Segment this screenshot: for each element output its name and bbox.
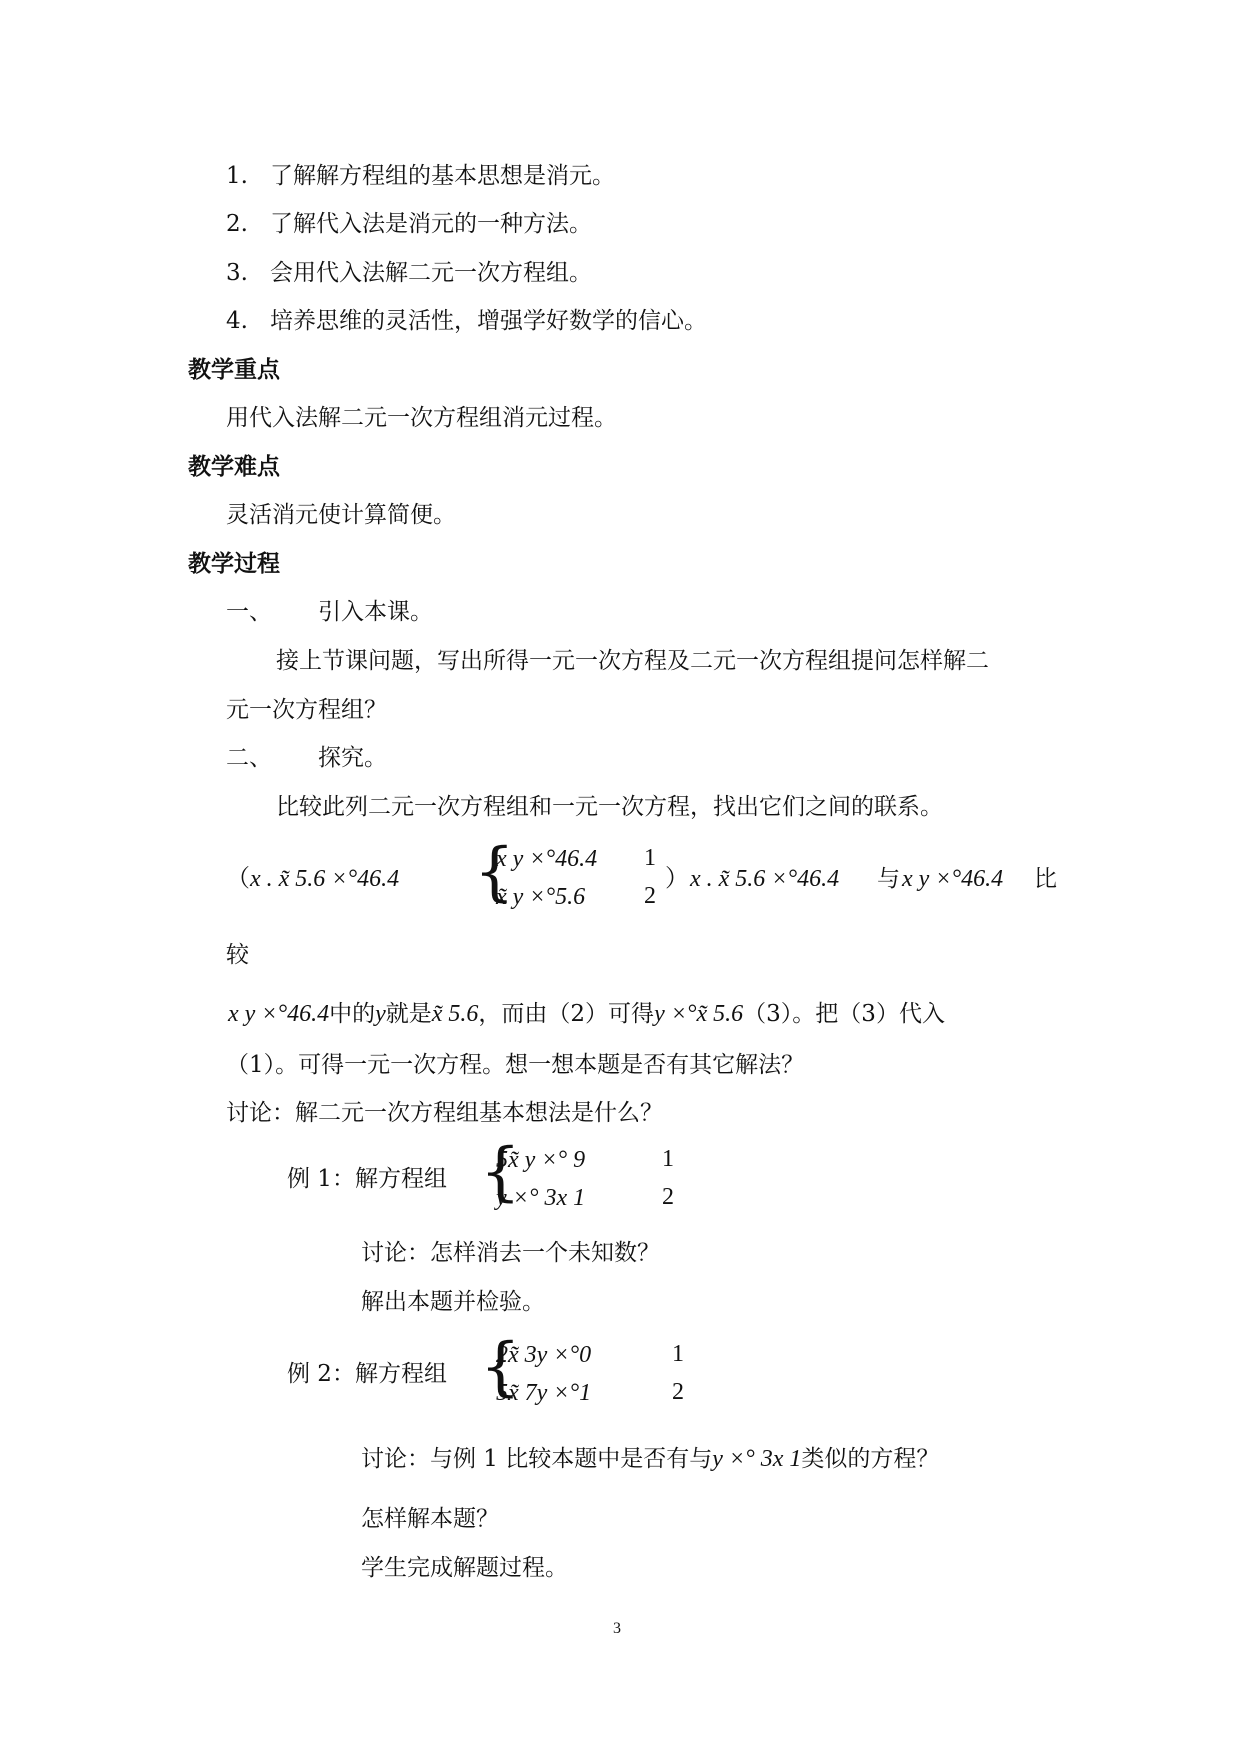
discussion-line: 讨论：解二元一次方程组基本想法是什么？ [226,1100,663,1126]
step-title: 探究。 [318,745,387,771]
objective-text: 培养思维的灵活性，增强学好数学的信心。 [270,308,707,334]
math-var: y [375,1001,386,1027]
system-row-2: x̃ y ×°5.6 [496,884,586,910]
math-expr: y ×° 3x 1 [712,1446,802,1472]
example-1-brace: { [480,1135,521,1209]
example-2-brace: { [480,1330,521,1404]
objective-number: 2. [226,211,248,237]
example-2-tag-1: 1 [672,1341,684,1367]
difficulty-heading: 教学难点 [188,454,280,480]
step-number: 二、 [226,745,272,771]
system-tag-2: 2 [644,883,656,909]
formula-and: 与 [877,866,900,892]
objective-1 [226,161,615,191]
after-line: （1）。可得一元一次方程。想一想本题是否有其它解法？ [226,1052,805,1078]
page-number: 3 [613,1620,621,1637]
objective-3 [226,258,592,288]
system-tag-1: 1 [644,845,656,871]
text: 中的 [329,1001,376,1027]
text: ，而由（2）可得 [478,1001,655,1027]
example-2-row-2: 5x̃ 7y ×°1 [496,1380,592,1406]
objective-number: 1. [226,163,248,189]
objective-text: 了解代入法是消元的一种方法。 [270,211,592,237]
step-1 [226,597,433,627]
formula-part-3: x y ×°46.4 [902,866,1004,892]
example-1-discussion: 讨论：怎样消去一个未知数？ [361,1240,660,1266]
difficulty-text: 灵活消元使计算简便。 [226,502,456,528]
example-1-label: 例 1：解方程组 [287,1166,447,1192]
text: 类似的方程？ [801,1446,940,1472]
step-number: 一、 [226,599,272,625]
math-expr: x̃ 5.6 [431,1001,479,1027]
system-row-1: x y ×°46.4 [496,846,598,872]
process-heading: 教学过程 [188,551,280,577]
system-brace: { [474,835,515,909]
example-1-row-1: 5x̃ y ×° 9 [496,1147,586,1173]
formula-compare: 比 [1034,866,1057,892]
objective-4 [226,306,707,336]
example-2-complete: 学生完成解题过程。 [361,1555,568,1581]
example-2-discussion [361,1444,939,1474]
step-title: 引入本课。 [318,599,433,625]
example-1-tag-1: 1 [662,1146,674,1172]
formula-close: ） [665,866,689,892]
math-expr: x y ×°46.4 [228,1001,330,1027]
example-1-solve: 解出本题并检验。 [361,1289,545,1315]
formula-part-1: x . x̃ 5.6 ×°46.4 [250,866,400,892]
intro-line-2: 元一次方程组？ [226,697,387,723]
example-1-row-2: y ×° 3x 1 [496,1185,586,1211]
step-2 [226,743,387,773]
key-point-text: 用代入法解二元一次方程组消元过程。 [226,405,617,431]
text: 讨论：与例 1 比较本题中是否有与 [361,1446,713,1472]
example-1-tag-2: 2 [662,1184,674,1210]
example-2-label: 例 2：解方程组 [287,1361,447,1387]
text: 就是 [385,1001,432,1027]
example-2-how: 怎样解本题？ [361,1506,499,1532]
example-2-row-1: 2x̃ 3y ×°0 [496,1342,592,1368]
jiao-text: 较 [226,942,249,968]
y-substitution-line [228,999,945,1029]
formula-open: （ [226,866,250,892]
objective-2 [226,209,592,239]
objective-text: 会用代入法解二元一次方程组。 [270,260,592,286]
text: （3）。把（3）代入 [743,1001,945,1027]
intro-line-1: 接上节课问题，写出所得一元一次方程及二元一次方程组提问怎样解二 [276,648,989,674]
objective-number: 3. [226,260,248,286]
objective-number: 4. [226,308,248,334]
explore-line: 比较此列二元一次方程组和一元一次方程，找出它们之间的联系。 [276,794,943,820]
formula-part-2: x . x̃ 5.6 ×°46.4 [690,866,840,892]
math-expr: y ×°x̃ 5.6 [654,1001,744,1027]
example-2-tag-2: 2 [672,1379,684,1405]
key-point-heading: 教学重点 [188,357,280,383]
objective-text: 了解解方程组的基本思想是消元。 [270,163,615,189]
